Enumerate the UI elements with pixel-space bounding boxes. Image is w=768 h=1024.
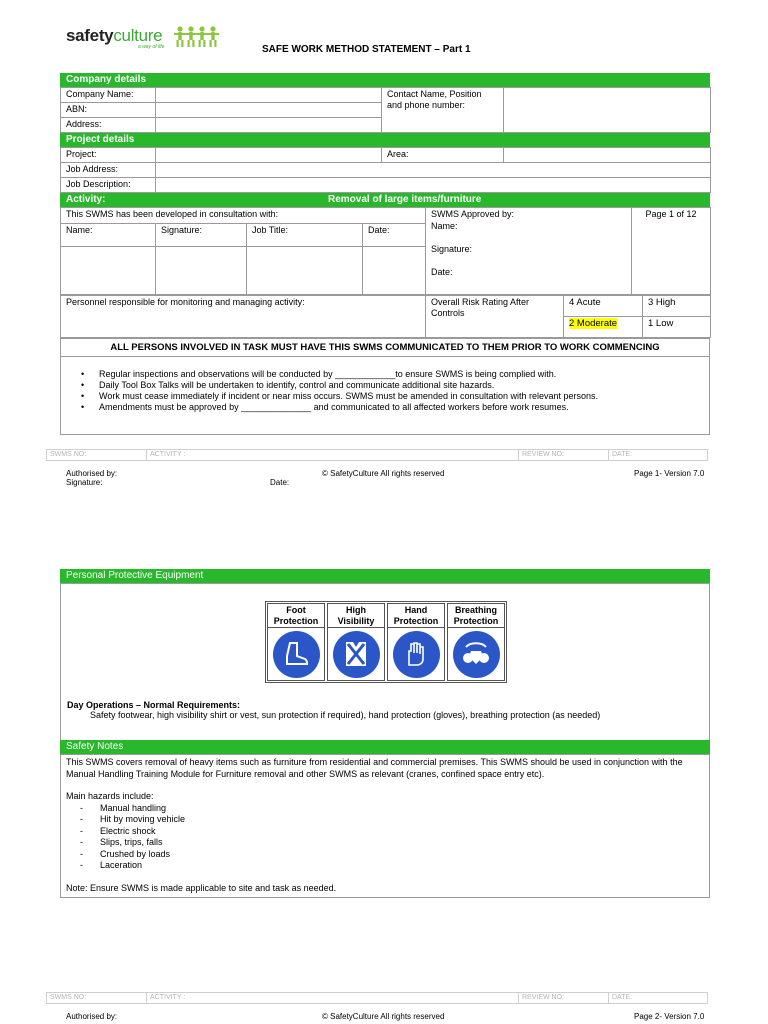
notice-heading: ALL PERSONS INVOLVED IN TASK MUST HAVE THIS SWMS COMMUNICATED TO THEM PRIOR TO WORK COMMENCING (61, 339, 709, 357)
company-name-label: Company Name: (61, 88, 156, 103)
project-field[interactable] (156, 148, 382, 163)
footer-date: DATE: (612, 451, 633, 458)
footer-page-version: Page 2- Version 7.0 (634, 1012, 705, 1021)
consult-name-field[interactable] (61, 247, 156, 295)
safety-notes-box (60, 754, 710, 898)
footer-date: DATE: (612, 994, 633, 1001)
page-info: Page 1 of 12 (632, 208, 711, 295)
consult-job-title-field[interactable] (247, 247, 363, 295)
boot-icon (273, 631, 320, 678)
ppe-hivis (327, 603, 385, 681)
consult-col-signature: Signature: (156, 224, 247, 247)
document-title: SAFE WORK METHOD STATEMENT – Part 1 (262, 44, 471, 55)
hazard-item: - Hit by moving vehicle (80, 814, 704, 826)
safety-notes-header: Safety Notes (60, 740, 710, 754)
approval-heading: SWMS Approved by: (431, 209, 515, 219)
contact-label: Contact Name, Position and phone number: (382, 88, 504, 133)
consult-signature-field[interactable] (156, 247, 247, 295)
footer-authorised: Authorised by: (66, 469, 118, 478)
approval-name-label: Name: (431, 220, 458, 231)
risk-moderate: 2 Moderate (569, 318, 618, 329)
contact-field[interactable] (504, 88, 711, 133)
approval-date-label: Date: (431, 266, 453, 277)
ppe-hivis-label: High Visibility (328, 604, 384, 628)
personnel-label: Personnel responsible for monitoring and managing activity: (61, 296, 426, 338)
ppe-breathing-label: Breathing Protection (448, 604, 504, 628)
consultation-heading: This SWMS has been developed in consultation with: (61, 208, 426, 224)
footer-fields-page1 (46, 449, 708, 461)
footer-copyright: © SafetyCulture All rights reserved (322, 1012, 445, 1021)
job-description-field[interactable] (156, 178, 711, 193)
logo-tagline: a way of life (138, 44, 165, 50)
footer-date-label: Date: (270, 478, 290, 487)
footer-activity: ACTIVITY : (147, 993, 519, 1003)
respirator-icon (453, 631, 500, 678)
risk-low: 1 Low (643, 317, 711, 338)
footer-copyright: © SafetyCulture All rights reserved (322, 469, 445, 478)
company-name-field[interactable] (156, 88, 382, 103)
ppe-hand (387, 603, 445, 681)
consult-date-field[interactable] (363, 247, 426, 295)
safety-notes-intro: This SWMS covers removal of heavy items such as furniture from residential and commercial premises. This SWMS should be used in conjunction with the Manual Handling Training Module for Furniture removal and other SWMS as relevant (cranes, confined space entry etc). (66, 757, 683, 779)
hazard-item: - Slips, trips, falls (80, 837, 704, 849)
day-ops-text: Safety footwear, high visibility shirt or vest, sun protection if required), hand protection (gloves), breathing protection (as needed) (90, 710, 601, 720)
risk-rating-label: Overall Risk Rating After Controls (426, 296, 564, 338)
approval-signature-label: Signature: (431, 244, 473, 254)
footer-activity: ACTIVITY : (147, 450, 519, 460)
footer-swms-no: SWMS NO: (47, 450, 147, 460)
ppe-foot (267, 603, 325, 681)
activity-value: Removal of large items/furniture (328, 194, 482, 205)
footer-authorised: Authorised by: (66, 1012, 118, 1021)
people-figures-icon (174, 26, 220, 48)
footer-review-no: REVIEW NO: (519, 450, 609, 460)
logo-word-culture: culture (113, 26, 163, 45)
notice-bullet: • Daily Tool Box Talks will be undertaken to identify, control and communicate additional site hazards. (81, 380, 709, 391)
consult-col-job-title: Job Title: (247, 224, 363, 247)
job-address-label: Job Address: (61, 163, 156, 178)
day-operations (67, 700, 600, 721)
footer-swms-no: SWMS NO: (47, 993, 147, 1003)
project-details-table (60, 147, 711, 193)
notice-bullet: • Regular inspections and observations will be conducted by ____________to ensure SWMS is being complied with. (81, 369, 709, 380)
risk-high: 3 High (643, 296, 711, 317)
hazard-item: - Manual handling (80, 803, 704, 815)
ppe-icons-table (265, 601, 507, 683)
risk-acute: 4 Acute (564, 296, 643, 317)
approval-block (426, 208, 632, 295)
hazards-list (66, 803, 704, 872)
area-field[interactable] (504, 148, 711, 163)
hazards-heading: Main hazards include: (66, 791, 154, 801)
hazard-item: - Electric shock (80, 826, 704, 838)
project-label: Project: (61, 148, 156, 163)
risk-table (60, 295, 711, 338)
footer-page-version: Page 1- Version 7.0 (634, 469, 705, 478)
notice-list (61, 357, 709, 413)
consult-col-name: Name: (61, 224, 156, 247)
job-address-field[interactable] (156, 163, 711, 178)
safetyculture-logo (66, 26, 226, 54)
notice-box (60, 338, 710, 435)
notice-bullet: • Work must cease immediately if incident or near miss occurs. SWMS must be amended in consultation with relevant persons. (81, 391, 709, 402)
abn-label: ABN: (61, 103, 156, 118)
ppe-foot-label: Foot Protection (268, 604, 324, 628)
safety-note: Note: Ensure SWMS is made applicable to site and task as needed. (66, 882, 337, 893)
logo-word-safety: safety (66, 26, 114, 45)
ppe-breathing (447, 603, 505, 681)
footer-review-no: REVIEW NO: (519, 993, 609, 1003)
footer-fields-page2 (46, 992, 708, 1004)
ppe-header: Personal Protective Equipment (60, 569, 710, 583)
day-ops-heading: Day Operations – Normal Requirements: (67, 700, 241, 710)
area-label: Area: (382, 148, 504, 163)
job-description-label: Job Description: (61, 178, 156, 193)
company-details-table (60, 87, 711, 133)
company-details-header: Company details (60, 73, 710, 87)
address-field[interactable] (156, 118, 382, 133)
hi-vis-vest-icon (333, 631, 380, 678)
glove-icon (393, 631, 440, 678)
consult-col-date: Date: (363, 224, 426, 247)
hazard-item: - Laceration (80, 860, 704, 872)
project-details-header: Project details (60, 133, 710, 147)
address-label: Address: (61, 118, 156, 133)
footer-signature: Signature: (66, 478, 103, 487)
notice-bullet: • Amendments must be approved by ______________ and communicated to all affected workers before work resumes. (81, 402, 709, 413)
ppe-hand-label: Hand Protection (388, 604, 444, 628)
activity-label: Activity: (66, 194, 106, 205)
abn-field[interactable] (156, 103, 382, 118)
ppe-box (60, 583, 710, 741)
risk-moderate-cell (564, 317, 643, 338)
activity-bar (60, 193, 710, 207)
consultation-table (60, 207, 711, 295)
hazard-item: - Crushed by loads (80, 849, 704, 861)
